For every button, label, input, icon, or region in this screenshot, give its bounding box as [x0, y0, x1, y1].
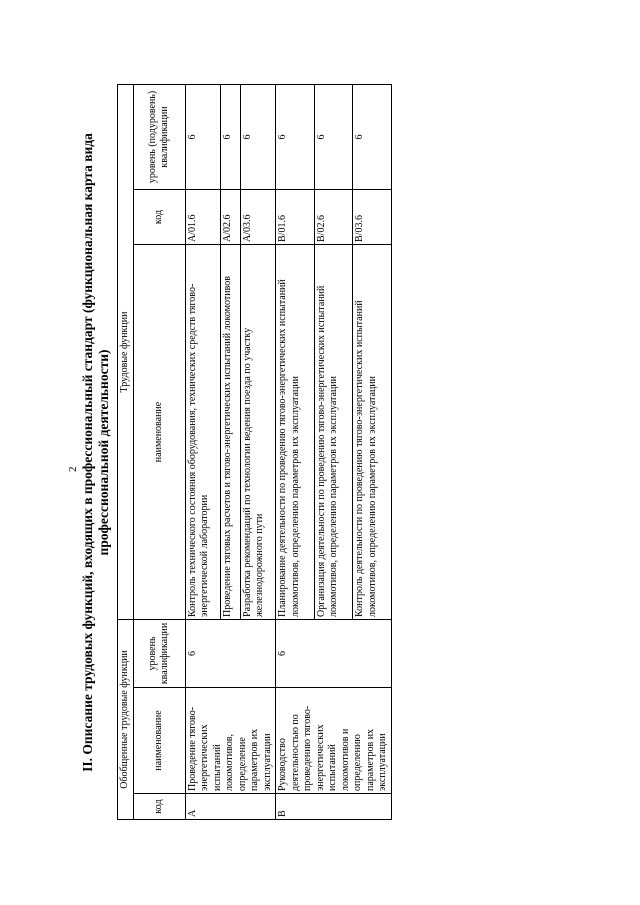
table-group-header-row [118, 84, 134, 819]
page-number: 2 [67, 466, 79, 472]
gtf-name-cell: Руководство деятельностью по проведению тягово-энергетических испытаний локомотивов и определению параметров их эксплуатации [276, 688, 392, 794]
tf-code-cell: A/02.6 [220, 189, 240, 244]
tf-name-cell: Контроль деятельности по проведению тягово-энергетических испытаний локомотивов, определению параметров их эксплуатации [353, 244, 392, 619]
tf-level-cell: 6 [314, 84, 353, 189]
gtf-level-cell: 6 [185, 619, 276, 687]
column-header-level: уровень квалификации [133, 619, 185, 687]
tf-code-cell: B/02.6 [314, 189, 353, 244]
group-header-labor: Трудовые функции [118, 84, 134, 619]
tf-level-cell: 6 [240, 84, 275, 189]
gtf-code-cell: A [185, 794, 276, 820]
tf-name-cell: Планирование деятельности по проведению тягово-энергетических испытаний локомотивов, определению параметров их эксплуатации [276, 244, 315, 619]
tf-level-cell: 6 [220, 84, 240, 189]
gtf-level-cell: 6 [276, 619, 392, 687]
tf-level-cell: 6 [353, 84, 392, 189]
tf-level-cell: 6 [185, 84, 220, 189]
table-column-header-row [133, 84, 185, 819]
column-header-tf-level: уровень (подуровень) квалификации [133, 84, 185, 189]
table-row [276, 84, 315, 819]
column-header-code: код [133, 794, 185, 820]
tf-name-cell: Разработка рекомендаций по технологии ведения поезда по участку железнодорожного пути [240, 244, 275, 619]
tf-name-cell: Организация деятельности по проведению тягово-энергетических испытаний локомотивов, определению параметров их эксплуатации [314, 244, 353, 619]
group-header-generalized: Обобщенные трудовые функции [118, 619, 134, 819]
gtf-code-cell: B [276, 794, 392, 820]
column-header-name: наименование [133, 688, 185, 794]
table-row [185, 84, 220, 819]
functional-map-table [117, 84, 392, 820]
section-title-line-2: профессиональной деятельности) [96, 349, 111, 556]
tf-code-cell: B/01.6 [276, 189, 315, 244]
tf-code-cell: B/03.6 [353, 189, 392, 244]
tf-level-cell: 6 [276, 84, 315, 189]
column-header-tf-code: код [133, 189, 185, 244]
column-header-tf-name: наименование [133, 244, 185, 619]
tf-code-cell: A/03.6 [240, 189, 275, 244]
tf-name-cell: Проведение тяговых расчетов и тягово-энергетических испытаний локомотивов [220, 244, 240, 619]
gtf-name-cell: Проведение тягово-энергетических испытаний локомотивов, определение параметров их эксплуатации [185, 688, 276, 794]
tf-code-cell: A/01.6 [185, 189, 220, 244]
tf-name-cell: Контроль технического состояния оборудования, технических средств тягово-энергетической лаборатории [185, 244, 220, 619]
section-title-line-1: II. Описание трудовых функций, входящих в профессиональный стандарт (функциональная карта вида [80, 133, 95, 772]
